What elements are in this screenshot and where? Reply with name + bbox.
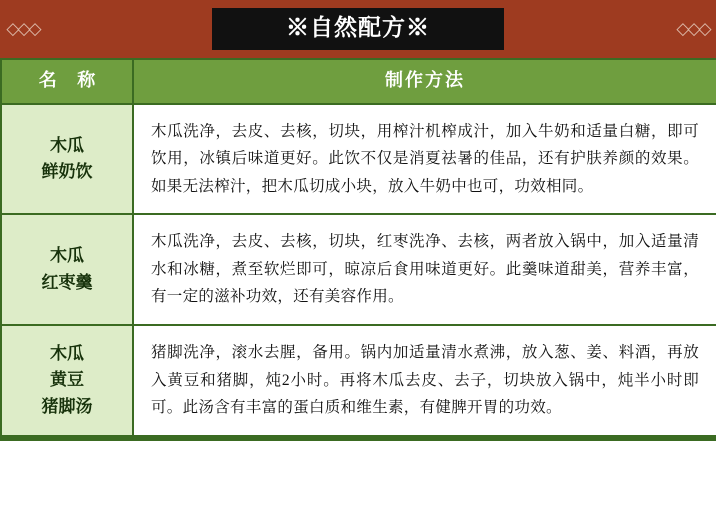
- column-header-name: 名 称: [1, 59, 133, 104]
- bottom-divider: [0, 437, 716, 441]
- recipe-name-line: 黄豆: [50, 370, 84, 390]
- table-row: [1, 325, 716, 436]
- recipe-method-cell: 木瓜洗净，去皮、去核，切块，红枣洗净、去核，两者放入锅中，加入适量清水和冰糖，煮至软烂即可，晾凉后食用味道更好。此羹味道甜美，营养丰富，有一定的滋补功效，还有美容作用。: [133, 214, 716, 325]
- recipe-method-cell: 木瓜洗净，去皮、去核，切块，用榨汁机榨成汁，加入牛奶和适量白糖，即可饮用，冰镇后味道更好。此饮不仅是消夏祛暑的佳品，还有护肤养颜的效果。如果无法榨汁，把木瓜切成小块，放入牛奶中也可，功效相同。: [133, 104, 716, 215]
- recipe-name-line: 木瓜: [50, 135, 84, 155]
- banner-ornament-left-icon: ◇◇◇: [6, 19, 40, 38]
- page-title: ※自然配方※: [212, 8, 504, 50]
- table-row: [1, 104, 716, 215]
- recipe-name-cell: [1, 104, 133, 215]
- recipe-name-line: 猪脚汤: [41, 396, 93, 416]
- recipe-name-line: 木瓜: [50, 343, 84, 363]
- table-header-row: [1, 59, 716, 104]
- column-header-method: 制作方法: [133, 59, 716, 104]
- recipe-name-cell: [1, 325, 133, 436]
- recipe-name-line: 鲜奶饮: [41, 161, 93, 181]
- header-banner: [0, 0, 716, 58]
- table-row: [1, 214, 716, 325]
- recipe-method-cell: 猪脚洗净，滚水去腥，备用。锅内加适量清水煮沸，放入葱、姜、料酒，再放入黄豆和猪脚，炖2小时。再将木瓜去皮、去子，切块放入锅中，炖半小时即可。此汤含有丰富的蛋白质和维生素，有健脾开胃的功效。: [133, 325, 716, 436]
- banner-ornament-right-icon: ◇◇◇: [676, 19, 710, 38]
- recipe-name-cell: [1, 214, 133, 325]
- recipe-name-line: 红枣羹: [41, 272, 93, 292]
- recipe-table: [0, 58, 716, 437]
- recipe-name-line: 木瓜: [50, 246, 84, 266]
